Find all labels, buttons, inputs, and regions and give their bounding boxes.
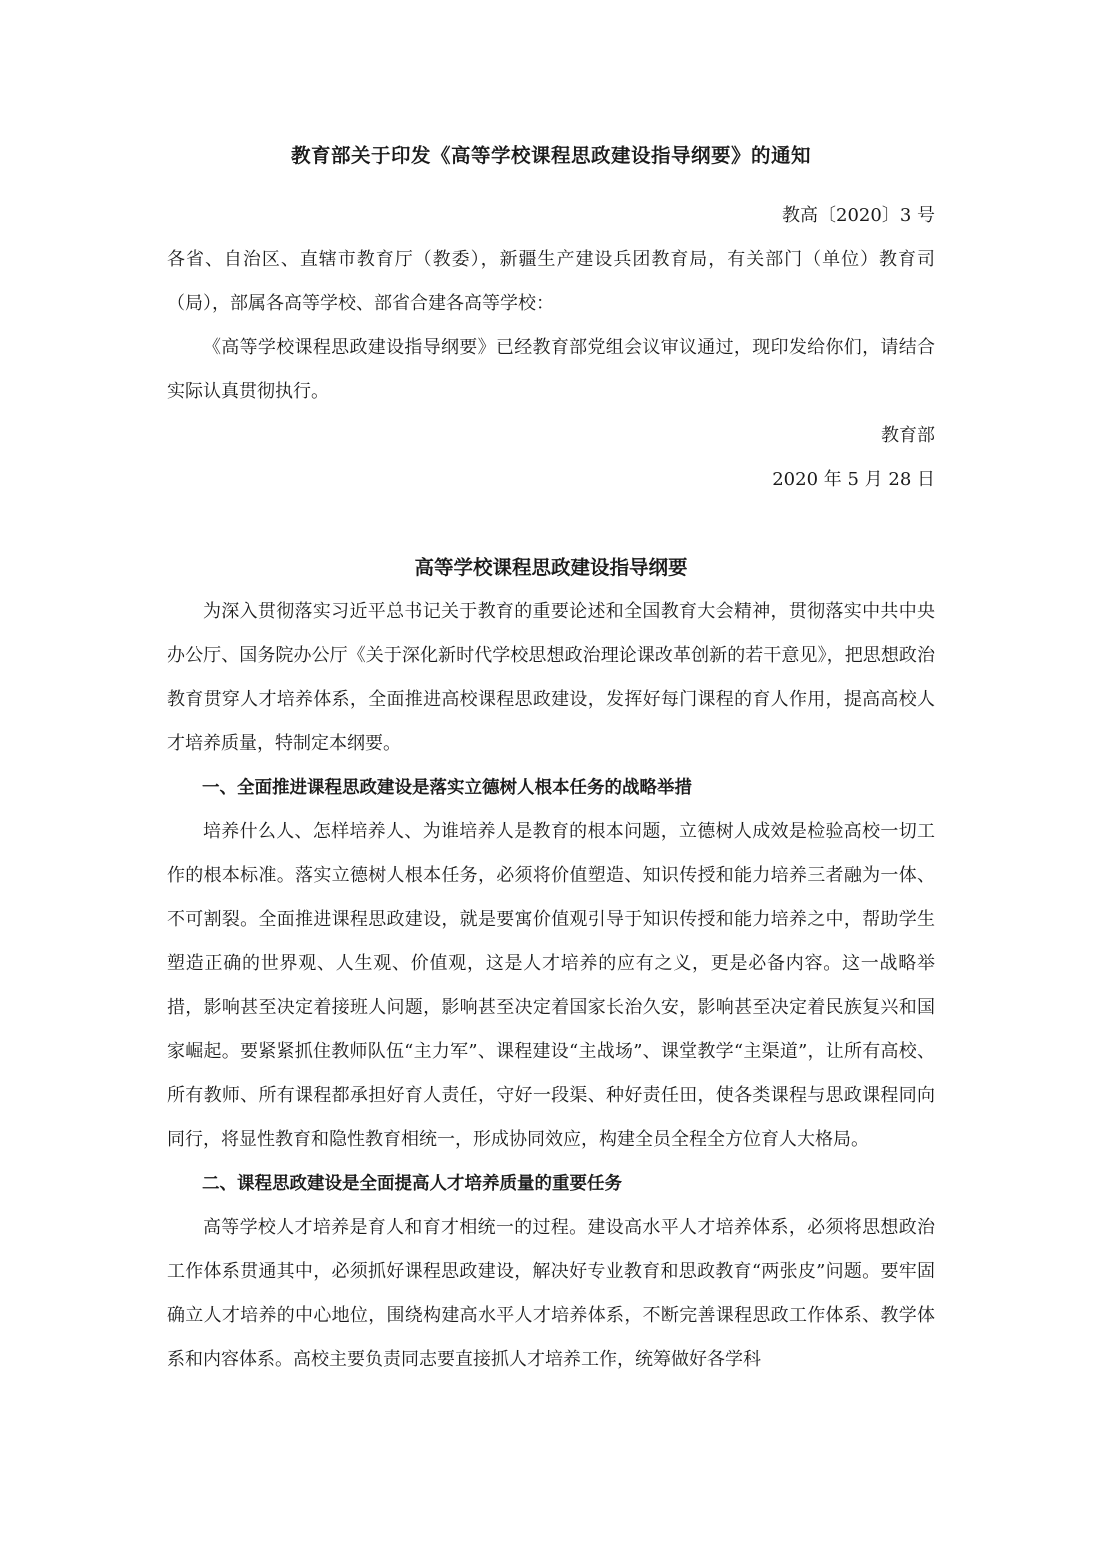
outline-title: 高等学校课程思政建设指导纲要 — [414, 556, 688, 579]
document-number: 教高〔2020〕3 号 — [782, 205, 935, 226]
section-heading-1: 一、全面推进课程思政建设是落实立德树人根本任务的战略举措 — [202, 778, 692, 798]
recipients-paragraph: 各省、自治区、直辖市教育厅（教委），新疆生产建设兵团教育局，有关部门（单位）教育司（局），部属各高等学校、部省合建各高等学校： — [167, 249, 935, 314]
outline-intro-paragraph: 为深入贯彻落实习近平总书记关于教育的重要论述和全国教育大会精神，贯彻落实中共中央办公厅、国务院办公厅《关于深化新时代学校思想政治理论课改革创新的若干意见》，把思想政治教育贯穿人才培养体系，全面推进高校课程思政建设，发挥好每门课程的育人作用，提高高校人才培养质量，特制定本纲要。 — [167, 601, 935, 754]
section-paragraph-2: 高等学校人才培养是育人和育才相统一的过程。建设高水平人才培养体系，必须将思想政治工作体系贯通其中，必须抓好课程思政建设，解决好专业教育和思政教育“两张皮”问题。要牢固确立人才培养的中心地位，围绕构建高水平人才培养体系，不断完善课程思政工作体系、教学体系和内容体系。高校主要负责同志要直接抓人才培养工作，统筹做好各学科 — [167, 1217, 935, 1370]
issue-date: 2020 年 5 月 28 日 — [772, 469, 935, 490]
notice-title: 教育部关于印发《高等学校课程思政建设指导纲要》的通知 — [290, 144, 811, 167]
section-spacer — [167, 502, 935, 546]
issuer-signature: 教育部 — [881, 425, 935, 446]
section-heading-2: 二、课程思政建设是全面提高人才培养质量的重要任务 — [202, 1174, 622, 1194]
section-paragraph-1: 培养什么人、怎样培养人、为谁培养人是教育的根本问题，立德树人成效是检验高校一切工作的根本标准。落实立德树人根本任务，必须将价值塑造、知识传授和能力培养三者融为一体、不可割裂。全面推进课程思政建设，就是要寓价值观引导于知识传授和能力培养之中，帮助学生塑造正确的世界观、人生观、价值观，这是人才培养的应有之义，更是必备内容。这一战略举措，影响甚至决定着接班人问题，影响甚至决定着国家长治久安，影响甚至决定着民族复兴和国家崛起。要紧紧抓住教师队伍“主力军”、课程建设“主战场”、课堂教学“主渠道”，让所有高校、所有教师、所有课程都承担好育人责任，守好一段渠、种好责任田，使各类课程与思政课程同向同行，将显性教育和隐性教育相统一，形成协同效应，构建全员全程全方位育人大格局。 — [167, 821, 935, 1150]
notice-body-paragraph: 《高等学校课程思政建设指导纲要》已经教育部党组会议审议通过，现印发给你们，请结合实际认真贯彻执行。 — [167, 337, 935, 402]
document-page — [167, 142, 935, 1382]
